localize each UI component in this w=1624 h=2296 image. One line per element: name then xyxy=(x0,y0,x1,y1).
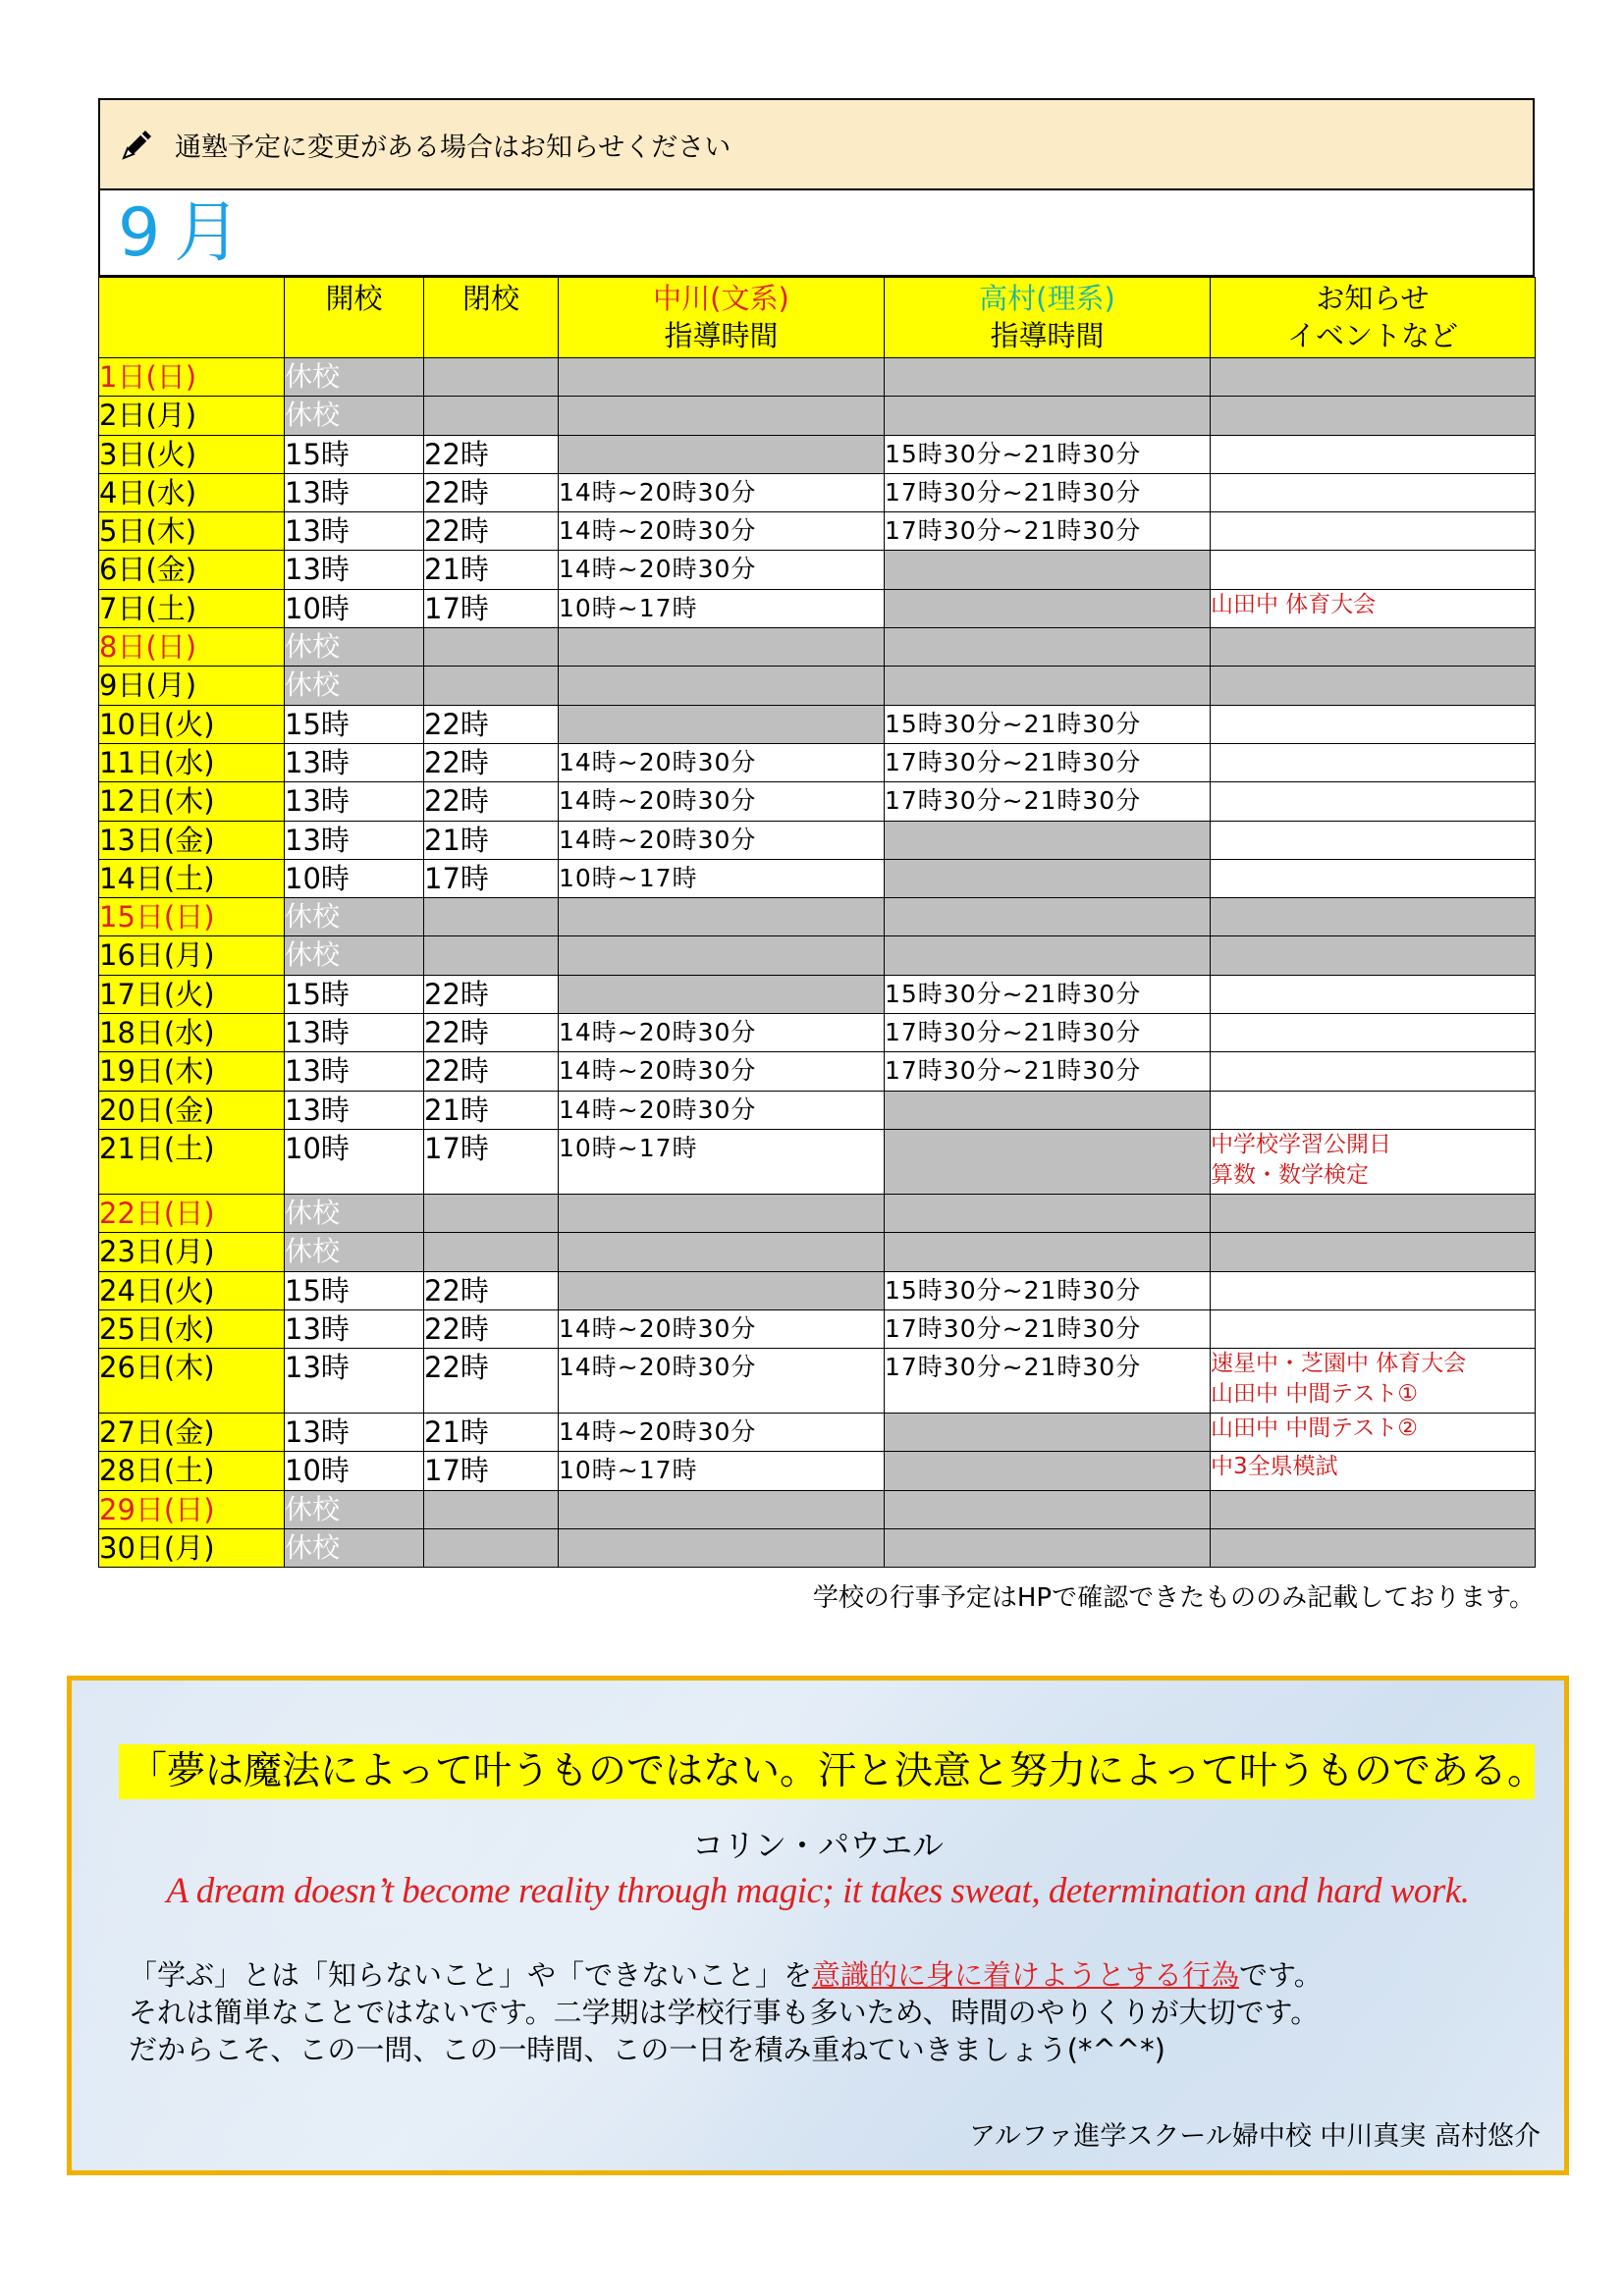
open-cell: 13時 xyxy=(285,782,424,821)
footnote: 学校の行事予定はHPで確認できたもののみ記載しております。 xyxy=(812,1583,1535,1614)
takamura-cell xyxy=(885,551,1211,589)
day-cell: 26日(木) xyxy=(99,1349,285,1414)
close-cell: 22時 xyxy=(424,782,559,821)
day-cell: 21日(土) xyxy=(99,1129,285,1194)
takamura-cell: 15時30分~21時30分 xyxy=(885,435,1211,473)
message-line-1 xyxy=(129,1956,1323,1994)
table-row xyxy=(99,898,1536,936)
table-row xyxy=(99,551,1536,589)
close-cell xyxy=(424,1194,559,1232)
header-day xyxy=(99,278,285,358)
event-cell xyxy=(1211,473,1536,511)
takamura-cell xyxy=(885,589,1211,627)
pencil-icon xyxy=(118,125,157,164)
event-cell xyxy=(1211,743,1536,781)
closed-cell: 休校 xyxy=(285,358,424,397)
close-cell: 22時 xyxy=(424,1052,559,1091)
event-cell xyxy=(1211,975,1536,1013)
event-cell xyxy=(1211,821,1536,859)
table-header xyxy=(99,278,1536,358)
table-row xyxy=(99,1271,1536,1309)
open-cell: 10時 xyxy=(285,1129,424,1194)
quote-box xyxy=(67,1676,1569,2175)
close-cell: 22時 xyxy=(424,435,559,473)
day-cell: 8日(日) xyxy=(99,628,285,667)
open-cell: 13時 xyxy=(285,1014,424,1052)
event-text-2: 算数・数学検定 xyxy=(1211,1161,1369,1188)
day-cell: 19日(木) xyxy=(99,1052,285,1091)
nakagawa-cell: 14時~20時30分 xyxy=(559,1052,885,1091)
table-row xyxy=(99,1490,1536,1528)
close-cell: 17時 xyxy=(424,859,559,897)
open-cell: 15時 xyxy=(285,975,424,1013)
table-row xyxy=(99,705,1536,743)
close-cell: 21時 xyxy=(424,1091,559,1129)
closed-cell: 休校 xyxy=(285,1194,424,1232)
takamura-cell xyxy=(885,1091,1211,1129)
open-cell: 13時 xyxy=(285,1091,424,1129)
event-cell xyxy=(1211,859,1536,897)
open-cell: 15時 xyxy=(285,435,424,473)
open-cell: 13時 xyxy=(285,512,424,551)
event-cell xyxy=(1211,667,1536,705)
event-cell xyxy=(1211,1349,1536,1414)
open-cell: 13時 xyxy=(285,473,424,511)
event-cell xyxy=(1211,397,1536,435)
day-cell: 17日(火) xyxy=(99,975,285,1013)
takamura-cell: 17時30分~21時30分 xyxy=(885,473,1211,511)
day-cell: 14日(土) xyxy=(99,859,285,897)
open-cell: 13時 xyxy=(285,551,424,589)
close-cell xyxy=(424,1233,559,1271)
takamura-cell xyxy=(885,1129,1211,1194)
header-notes-1: お知らせ xyxy=(1316,282,1430,315)
event-cell xyxy=(1211,1309,1536,1348)
close-cell: 22時 xyxy=(424,1271,559,1309)
nakagawa-cell xyxy=(559,1490,885,1528)
close-cell: 22時 xyxy=(424,743,559,781)
open-cell: 13時 xyxy=(285,1414,424,1452)
open-cell: 10時 xyxy=(285,859,424,897)
open-cell: 13時 xyxy=(285,821,424,859)
nakagawa-cell xyxy=(559,1529,885,1568)
table-row xyxy=(99,1452,1536,1490)
table-row xyxy=(99,782,1536,821)
event-text: 中3全県模試 xyxy=(1211,1454,1338,1480)
schedule-table xyxy=(98,277,1536,1568)
close-cell: 22時 xyxy=(424,512,559,551)
close-cell: 22時 xyxy=(424,1014,559,1052)
event-cell xyxy=(1211,1490,1536,1528)
close-cell xyxy=(424,667,559,705)
takamura-cell xyxy=(885,821,1211,859)
nakagawa-cell xyxy=(559,667,885,705)
schedule-rows xyxy=(99,358,1536,1568)
open-cell: 13時 xyxy=(285,1349,424,1414)
closed-cell: 休校 xyxy=(285,397,424,435)
nakagawa-cell xyxy=(559,397,885,435)
nakagawa-cell xyxy=(559,705,885,743)
close-cell xyxy=(424,898,559,936)
nakagawa-cell: 14時~20時30分 xyxy=(559,782,885,821)
event-cell xyxy=(1211,1129,1536,1194)
takamura-cell xyxy=(885,397,1211,435)
close-cell: 17時 xyxy=(424,1129,559,1194)
table-row xyxy=(99,1414,1536,1452)
open-cell: 15時 xyxy=(285,705,424,743)
nakagawa-cell: 14時~20時30分 xyxy=(559,1014,885,1052)
takamura-cell xyxy=(885,936,1211,975)
nakagawa-cell: 10時~17時 xyxy=(559,1129,885,1194)
event-cell xyxy=(1211,1414,1536,1452)
notice-bar xyxy=(98,98,1535,190)
nakagawa-cell xyxy=(559,1194,885,1232)
quote-japanese: 「夢は魔法によって叶うものではない。汗と決意と努力によって叶うものである。 xyxy=(119,1744,1535,1799)
event-text: 速星中・芝園中 体育大会 xyxy=(1211,1351,1467,1377)
close-cell: 22時 xyxy=(424,975,559,1013)
takamura-cell xyxy=(885,1490,1211,1528)
table-row xyxy=(99,859,1536,897)
message xyxy=(129,1956,1323,2068)
closed-cell: 休校 xyxy=(285,667,424,705)
table-row xyxy=(99,512,1536,551)
close-cell: 22時 xyxy=(424,1309,559,1348)
event-cell xyxy=(1211,1271,1536,1309)
close-cell xyxy=(424,1490,559,1528)
takamura-cell xyxy=(885,1414,1211,1452)
close-cell: 21時 xyxy=(424,1414,559,1452)
notice-text: 通塾予定に変更がある場合はお知らせください xyxy=(175,132,731,163)
event-cell xyxy=(1211,782,1536,821)
nakagawa-cell: 10時~17時 xyxy=(559,589,885,627)
takamura-cell: 17時30分~21時30分 xyxy=(885,743,1211,781)
event-cell xyxy=(1211,1194,1536,1232)
takamura-cell: 17時30分~21時30分 xyxy=(885,1052,1211,1091)
nakagawa-cell xyxy=(559,435,885,473)
event-cell xyxy=(1211,898,1536,936)
takamura-cell xyxy=(885,358,1211,397)
event-text-2: 山田中 中間テスト① xyxy=(1211,1381,1419,1408)
event-cell xyxy=(1211,628,1536,667)
closed-cell: 休校 xyxy=(285,628,424,667)
nakagawa-cell: 14時~20時30分 xyxy=(559,1349,885,1414)
close-cell: 22時 xyxy=(424,705,559,743)
event-cell xyxy=(1211,1529,1536,1568)
open-cell: 10時 xyxy=(285,1452,424,1490)
event-cell xyxy=(1211,589,1536,627)
day-cell: 16日(月) xyxy=(99,936,285,975)
table-row xyxy=(99,1529,1536,1568)
event-cell xyxy=(1211,551,1536,589)
nakagawa-cell: 10時~17時 xyxy=(559,859,885,897)
message-line-1-b: です。 xyxy=(1239,1958,1323,1992)
takamura-cell: 17時30分~21時30分 xyxy=(885,782,1211,821)
nakagawa-cell xyxy=(559,1233,885,1271)
table-row xyxy=(99,821,1536,859)
takamura-cell xyxy=(885,1233,1211,1271)
day-cell: 10日(火) xyxy=(99,705,285,743)
message-line-1-a: 「学ぶ」とは「知らないこと」や「できないこと」を xyxy=(129,1958,813,1992)
closed-cell: 休校 xyxy=(285,898,424,936)
month-title: 9月 xyxy=(98,190,1535,277)
header-nakagawa-sub: 指導時間 xyxy=(664,319,779,352)
day-cell: 23日(月) xyxy=(99,1233,285,1271)
table-row xyxy=(99,936,1536,975)
takamura-cell xyxy=(885,628,1211,667)
event-cell xyxy=(1211,1014,1536,1052)
message-line-3: だからこそ、この一問、この一時間、この一日を積み重ねていきましょう(*^^*) xyxy=(129,2033,1165,2066)
takamura-cell xyxy=(885,1194,1211,1232)
day-cell: 28日(土) xyxy=(99,1452,285,1490)
nakagawa-cell: 14時~20時30分 xyxy=(559,1091,885,1129)
takamura-cell: 17時30分~21時30分 xyxy=(885,1014,1211,1052)
quote-author: コリン・パウエル xyxy=(691,1827,944,1864)
quote-english: A dream doesn’t become reality through magic; it takes sweat, determination and hard work. xyxy=(166,1871,1470,1911)
day-cell: 15日(日) xyxy=(99,898,285,936)
day-cell: 30日(月) xyxy=(99,1529,285,1568)
header-notes-2: イベントなど xyxy=(1286,319,1458,352)
day-cell: 1日(日) xyxy=(99,358,285,397)
table-row xyxy=(99,1233,1536,1271)
event-cell xyxy=(1211,358,1536,397)
nakagawa-cell: 14時~20時30分 xyxy=(559,743,885,781)
event-cell xyxy=(1211,936,1536,975)
takamura-cell: 17時30分~21時30分 xyxy=(885,1309,1211,1348)
day-cell: 2日(月) xyxy=(99,397,285,435)
close-cell xyxy=(424,936,559,975)
day-cell: 13日(金) xyxy=(99,821,285,859)
event-cell xyxy=(1211,512,1536,551)
takamura-cell xyxy=(885,1529,1211,1568)
nakagawa-cell: 14時~20時30分 xyxy=(559,1309,885,1348)
close-cell: 21時 xyxy=(424,821,559,859)
nakagawa-cell xyxy=(559,358,885,397)
table-row xyxy=(99,667,1536,705)
event-cell xyxy=(1211,705,1536,743)
event-text: 山田中 体育大会 xyxy=(1211,591,1377,617)
table-row xyxy=(99,1309,1536,1348)
schedule-sheet xyxy=(98,98,1535,1614)
close-cell: 17時 xyxy=(424,1452,559,1490)
event-text: 中学校学習公開日 xyxy=(1211,1131,1391,1157)
takamura-cell xyxy=(885,898,1211,936)
signature: アルファ進学スクール婦中校 中川真実 高村悠介 xyxy=(968,2121,1541,2152)
day-cell: 3日(火) xyxy=(99,435,285,473)
message-underlined: 意識的に身に着けようとする行為 xyxy=(812,1958,1240,1992)
close-cell: 22時 xyxy=(424,1349,559,1414)
day-cell: 20日(金) xyxy=(99,1091,285,1129)
event-text: 山田中 中間テスト② xyxy=(1211,1415,1419,1442)
table-row xyxy=(99,473,1536,511)
event-cell xyxy=(1211,1233,1536,1271)
takamura-cell: 17時30分~21時30分 xyxy=(885,512,1211,551)
takamura-cell xyxy=(885,1452,1211,1490)
day-cell: 11日(水) xyxy=(99,743,285,781)
nakagawa-cell xyxy=(559,1271,885,1309)
nakagawa-cell: 14時~20時30分 xyxy=(559,551,885,589)
header-open: 開校 xyxy=(285,278,424,358)
open-cell: 13時 xyxy=(285,1052,424,1091)
open-cell: 15時 xyxy=(285,1271,424,1309)
table-row xyxy=(99,358,1536,397)
table-row xyxy=(99,1091,1536,1129)
closed-cell: 休校 xyxy=(285,1233,424,1271)
table-row xyxy=(99,1194,1536,1232)
closed-cell: 休校 xyxy=(285,1529,424,1568)
table-row xyxy=(99,1349,1536,1414)
nakagawa-cell xyxy=(559,936,885,975)
takamura-cell: 15時30分~21時30分 xyxy=(885,705,1211,743)
day-cell: 27日(金) xyxy=(99,1414,285,1452)
day-cell: 29日(日) xyxy=(99,1490,285,1528)
event-cell xyxy=(1211,1052,1536,1091)
header-takamura-sub: 指導時間 xyxy=(990,319,1105,352)
day-cell: 24日(火) xyxy=(99,1271,285,1309)
open-cell: 13時 xyxy=(285,743,424,781)
close-cell xyxy=(424,1529,559,1568)
day-cell: 12日(木) xyxy=(99,782,285,821)
table-row xyxy=(99,397,1536,435)
day-cell: 25日(水) xyxy=(99,1309,285,1348)
table-row xyxy=(99,975,1536,1013)
event-cell xyxy=(1211,1452,1536,1490)
table-row xyxy=(99,589,1536,627)
nakagawa-cell: 10時~17時 xyxy=(559,1452,885,1490)
day-cell: 5日(木) xyxy=(99,512,285,551)
header-takamura-name: 高村(理系) xyxy=(979,282,1115,315)
table-row xyxy=(99,435,1536,473)
close-cell: 17時 xyxy=(424,589,559,627)
open-cell: 10時 xyxy=(285,589,424,627)
event-cell xyxy=(1211,435,1536,473)
day-cell: 22日(日) xyxy=(99,1194,285,1232)
takamura-cell: 15時30分~21時30分 xyxy=(885,1271,1211,1309)
day-cell: 6日(金) xyxy=(99,551,285,589)
day-cell: 18日(水) xyxy=(99,1014,285,1052)
table-row xyxy=(99,743,1536,781)
nakagawa-cell: 14時~20時30分 xyxy=(559,821,885,859)
table-row xyxy=(99,1014,1536,1052)
header-close: 閉校 xyxy=(424,278,559,358)
header-takamura xyxy=(885,278,1211,358)
takamura-cell: 17時30分~21時30分 xyxy=(885,1349,1211,1414)
message-line-2: それは簡単なことではないです。二学期は学校行事も多いため、時間のやりくりが大切です。 xyxy=(129,1996,1320,2029)
header-notes xyxy=(1211,278,1536,358)
header-nakagawa xyxy=(559,278,885,358)
header-nakagawa-name: 中川(文系) xyxy=(653,282,789,315)
nakagawa-cell: 14時~20時30分 xyxy=(559,473,885,511)
event-cell xyxy=(1211,1091,1536,1129)
day-cell: 4日(水) xyxy=(99,473,285,511)
day-cell: 9日(月) xyxy=(99,667,285,705)
open-cell: 13時 xyxy=(285,1309,424,1348)
takamura-cell xyxy=(885,859,1211,897)
close-cell xyxy=(424,628,559,667)
takamura-cell xyxy=(885,667,1211,705)
closed-cell: 休校 xyxy=(285,1490,424,1528)
table-row xyxy=(99,1129,1536,1194)
table-row xyxy=(99,628,1536,667)
day-cell: 7日(土) xyxy=(99,589,285,627)
closed-cell: 休校 xyxy=(285,936,424,975)
close-cell: 22時 xyxy=(424,473,559,511)
takamura-cell: 15時30分~21時30分 xyxy=(885,975,1211,1013)
nakagawa-cell xyxy=(559,628,885,667)
nakagawa-cell: 14時~20時30分 xyxy=(559,512,885,551)
table-row xyxy=(99,1052,1536,1091)
nakagawa-cell: 14時~20時30分 xyxy=(559,1414,885,1452)
close-cell xyxy=(424,397,559,435)
nakagawa-cell xyxy=(559,898,885,936)
close-cell xyxy=(424,358,559,397)
nakagawa-cell xyxy=(559,975,885,1013)
close-cell: 21時 xyxy=(424,551,559,589)
